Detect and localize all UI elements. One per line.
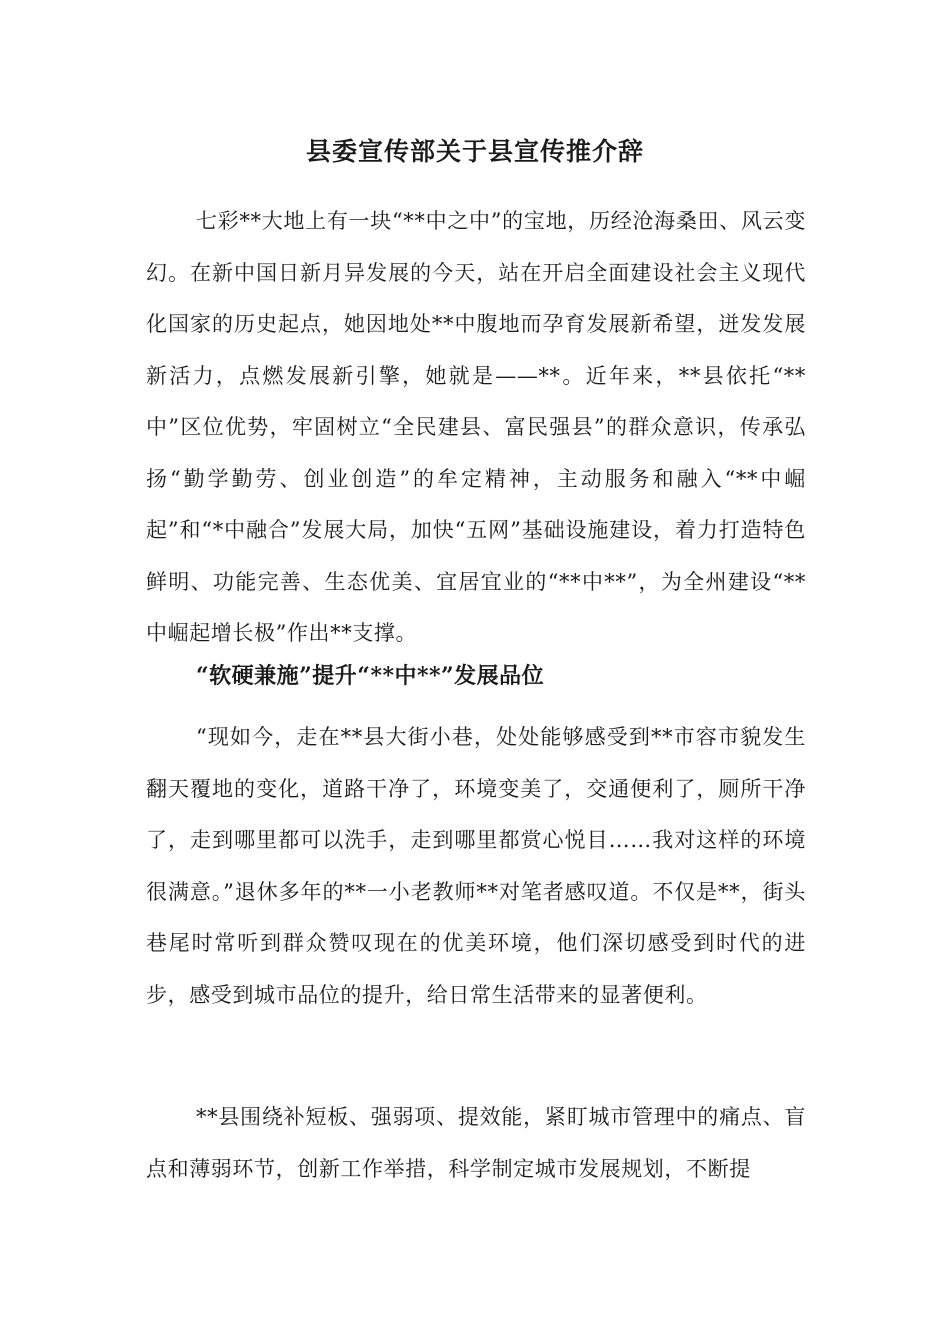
paragraph-quote [146, 712, 806, 1021]
section-heading [146, 656, 806, 696]
paragraph-text: “现如今，走在**县大街小巷，处处能够感受到**市容市貌发生翻天覆地的变化，道路干净了，环境变美了，交通便利了，厕所干净了，走到哪里都可以洗手，走到哪里都赏心悦目……我对这样的环境很满意。”退休多年的**一小老教师**对笔者感叹道。不仅是**，街头巷尾时常听到群众赞叹现在的优美环境，他们深切感受到时代的进步，感受到城市品位的提升，给日常生活带来的显著便利。 [146, 725, 806, 1007]
paragraph-text: **县围绕补短板、强弱项、提效能，紧盯城市管理中的痛点、盲点和薄弱环节，创新工作举措，科学制定城市发展规划，不断提 [146, 1105, 806, 1181]
paragraph-text: 七彩**大地上有一块“**中之中”的宝地，历经沧海桑田、风云变幻。在新中国日新月异发展的今天，站在开启全面建设社会主义现代化国家的历史起点，她因地处**中腹地而孕育发展新希望，迸发发展新活力，点燃发展新引擎，她就是——**。近年来，**县依托“**中”区位优势，牢固树立“全民建县、富民强县”的群众意识，传承弘扬“勤学勤劳、创业创造”的牟定精神，主动服务和融入“**中崛起”和“*中融合”发展大局，加快“五网”基础设施建设，着力打造特色鲜明、功能完善、生态优美、宜居宜业的“**中**”，为全州建设“**中崛起增长极”作出**支撑。 [146, 209, 806, 645]
section-heading-text: “软硬兼施”提升“**中**”发展品位 [196, 663, 545, 689]
paragraph-measures [146, 1092, 806, 1195]
document-title: 县委宣传部关于县宣传推介辞 [305, 137, 644, 166]
paragraph-intro [146, 196, 806, 660]
